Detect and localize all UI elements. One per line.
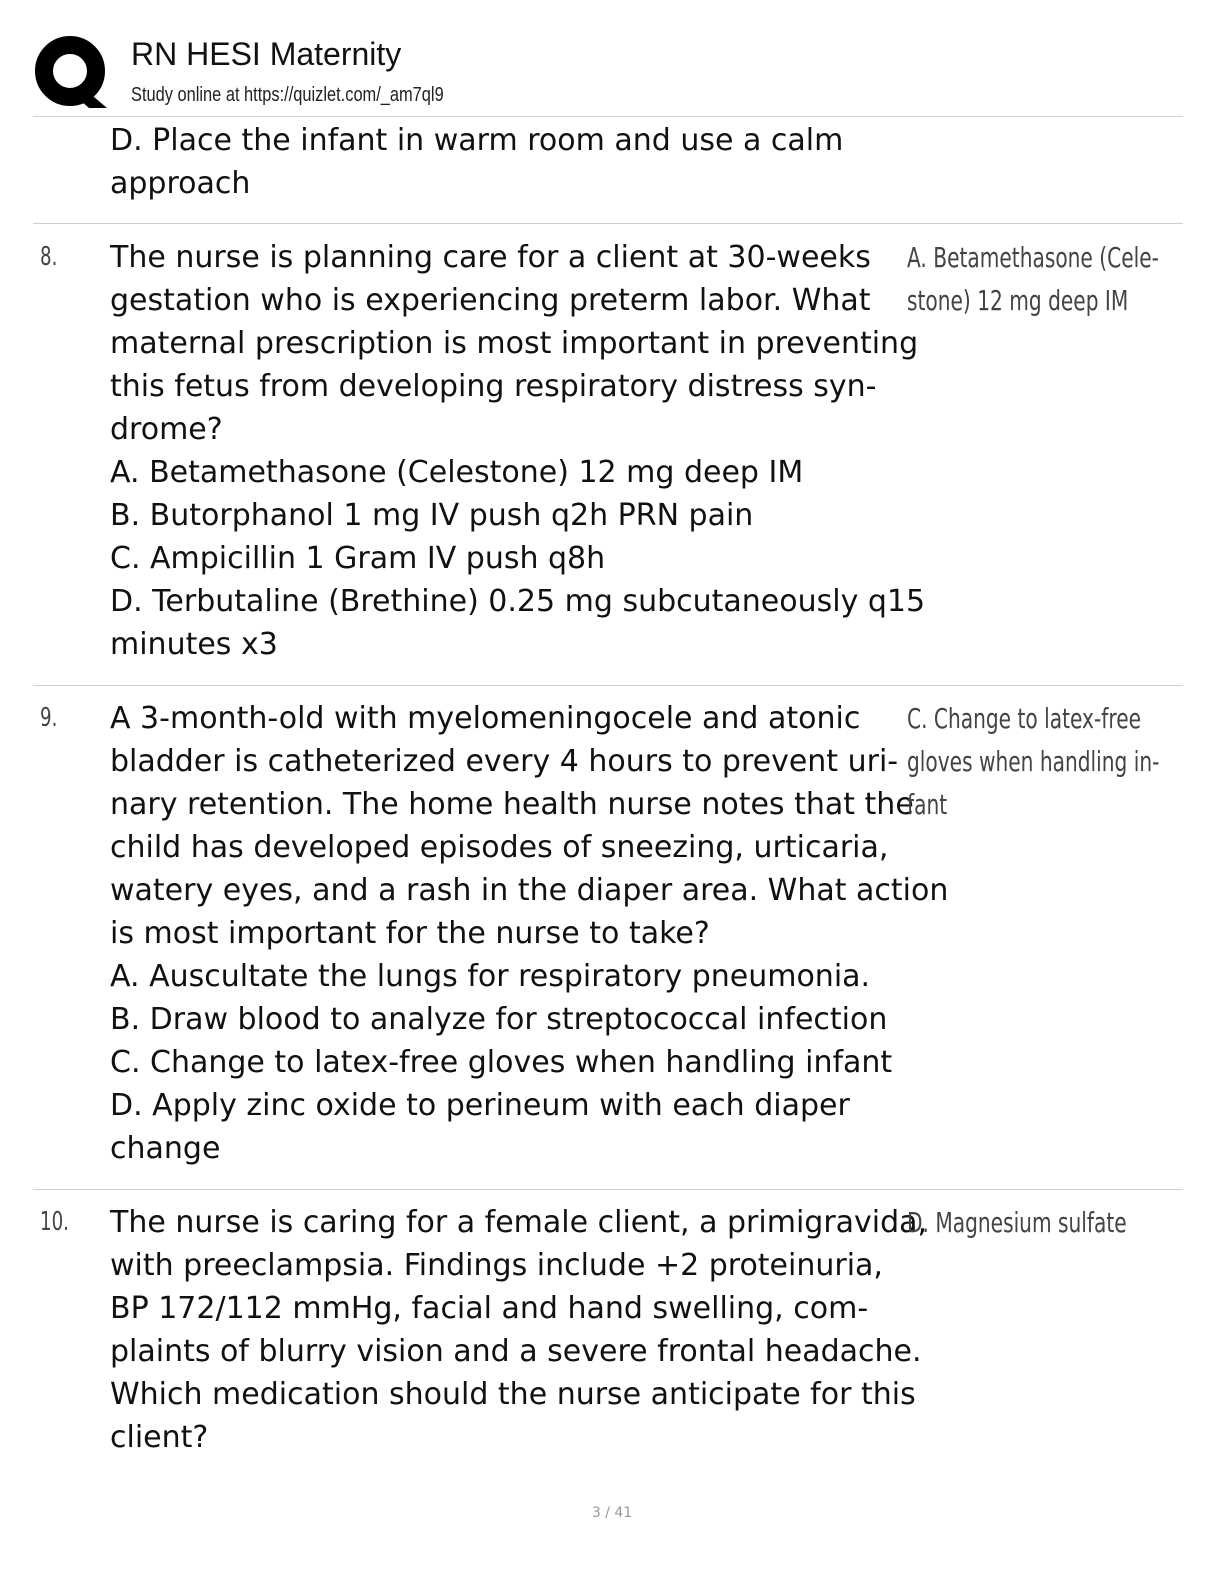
option-line: B. Butorphanol 1 mg IV push q2h PRN pain xyxy=(110,498,754,533)
continued-option-text xyxy=(110,119,910,205)
answer-line: stone) 12 mg deep IM xyxy=(907,284,1129,317)
text-line: is most important for the nurse to take? xyxy=(110,916,710,951)
answer-line: gloves when handling in- xyxy=(907,745,1160,778)
answer-text xyxy=(907,1201,1127,1244)
quizlet-logo-icon xyxy=(33,34,111,112)
text-line: drome? xyxy=(110,412,223,447)
question-number: 10. xyxy=(40,1207,69,1237)
text-line: with preeclampsia. Findings include +2 proteinuria, xyxy=(110,1248,883,1283)
option-line: minutes x3 xyxy=(110,627,278,662)
text-line: nary retention. The home health nurse notes that the xyxy=(110,787,914,822)
text-line: D. Place the infant in warm room and use a calm xyxy=(110,123,844,158)
answer-line: fant xyxy=(907,788,948,821)
page-number: 3 / 41 xyxy=(591,1505,633,1521)
text-line: gestation who is experiencing preterm labor. What xyxy=(110,283,871,318)
divider xyxy=(33,685,1183,686)
option-line: C. Change to latex-free gloves when handling infant xyxy=(110,1045,893,1080)
option-line: A. Betamethasone (Celestone) 12 mg deep IM xyxy=(110,455,804,490)
answer-line: A. Betamethasone (Cele- xyxy=(907,241,1159,274)
answer-text xyxy=(907,236,1159,322)
divider xyxy=(33,223,1183,224)
text-line: bladder is catheterized every 4 hours to prevent uri- xyxy=(110,744,899,779)
text-line: child has developed episodes of sneezing, urticaria, xyxy=(110,830,889,865)
divider xyxy=(33,1189,1183,1190)
text-line: The nurse is planning care for a client at 30-weeks xyxy=(110,240,871,275)
question-text xyxy=(110,1201,928,1459)
question-number: 8. xyxy=(40,242,58,272)
text-line: A 3-month-old with myelomeningocele and atonic xyxy=(110,701,861,736)
option-line: C. Ampicillin 1 Gram IV push q8h xyxy=(110,541,606,576)
text-line: The nurse is caring for a female client, a primigravida, xyxy=(110,1205,928,1240)
text-line: plaints of blurry vision and a severe frontal headache. xyxy=(110,1334,922,1369)
study-link[interactable]: Study online at https://quizlet.com/_am7ql9 xyxy=(131,84,444,106)
text-line: Which medication should the nurse anticipate for this xyxy=(110,1377,916,1412)
option-line: B. Draw blood to analyze for streptococcal infection xyxy=(110,1002,888,1037)
text-line: approach xyxy=(110,166,251,201)
divider xyxy=(33,116,1183,117)
option-line: A. Auscultate the lungs for respiratory pneumonia. xyxy=(110,959,871,994)
option-line: D. Apply zinc oxide to perineum with each diaper xyxy=(110,1088,850,1123)
answer-text xyxy=(907,697,1159,826)
answer-line: D. Magnesium sulfate xyxy=(907,1206,1127,1239)
text-line: maternal prescription is most important in preventing xyxy=(110,326,919,361)
text-line: BP 172/112 mmHg, facial and hand swelling, com- xyxy=(110,1291,869,1326)
option-line: D. Terbutaline (Brethine) 0.25 mg subcutaneously q15 xyxy=(110,584,926,619)
text-line: this fetus from developing respiratory distress syn- xyxy=(110,369,877,404)
question-number: 9. xyxy=(40,703,58,733)
text-line: watery eyes, and a rash in the diaper area. What action xyxy=(110,873,949,908)
option-line: change xyxy=(110,1131,221,1166)
question-text xyxy=(110,236,926,666)
text-line: client? xyxy=(110,1420,209,1455)
document-title: RN HESI Maternity xyxy=(131,36,402,72)
answer-line: C. Change to latex-free xyxy=(907,702,1141,735)
question-text xyxy=(110,697,949,1170)
